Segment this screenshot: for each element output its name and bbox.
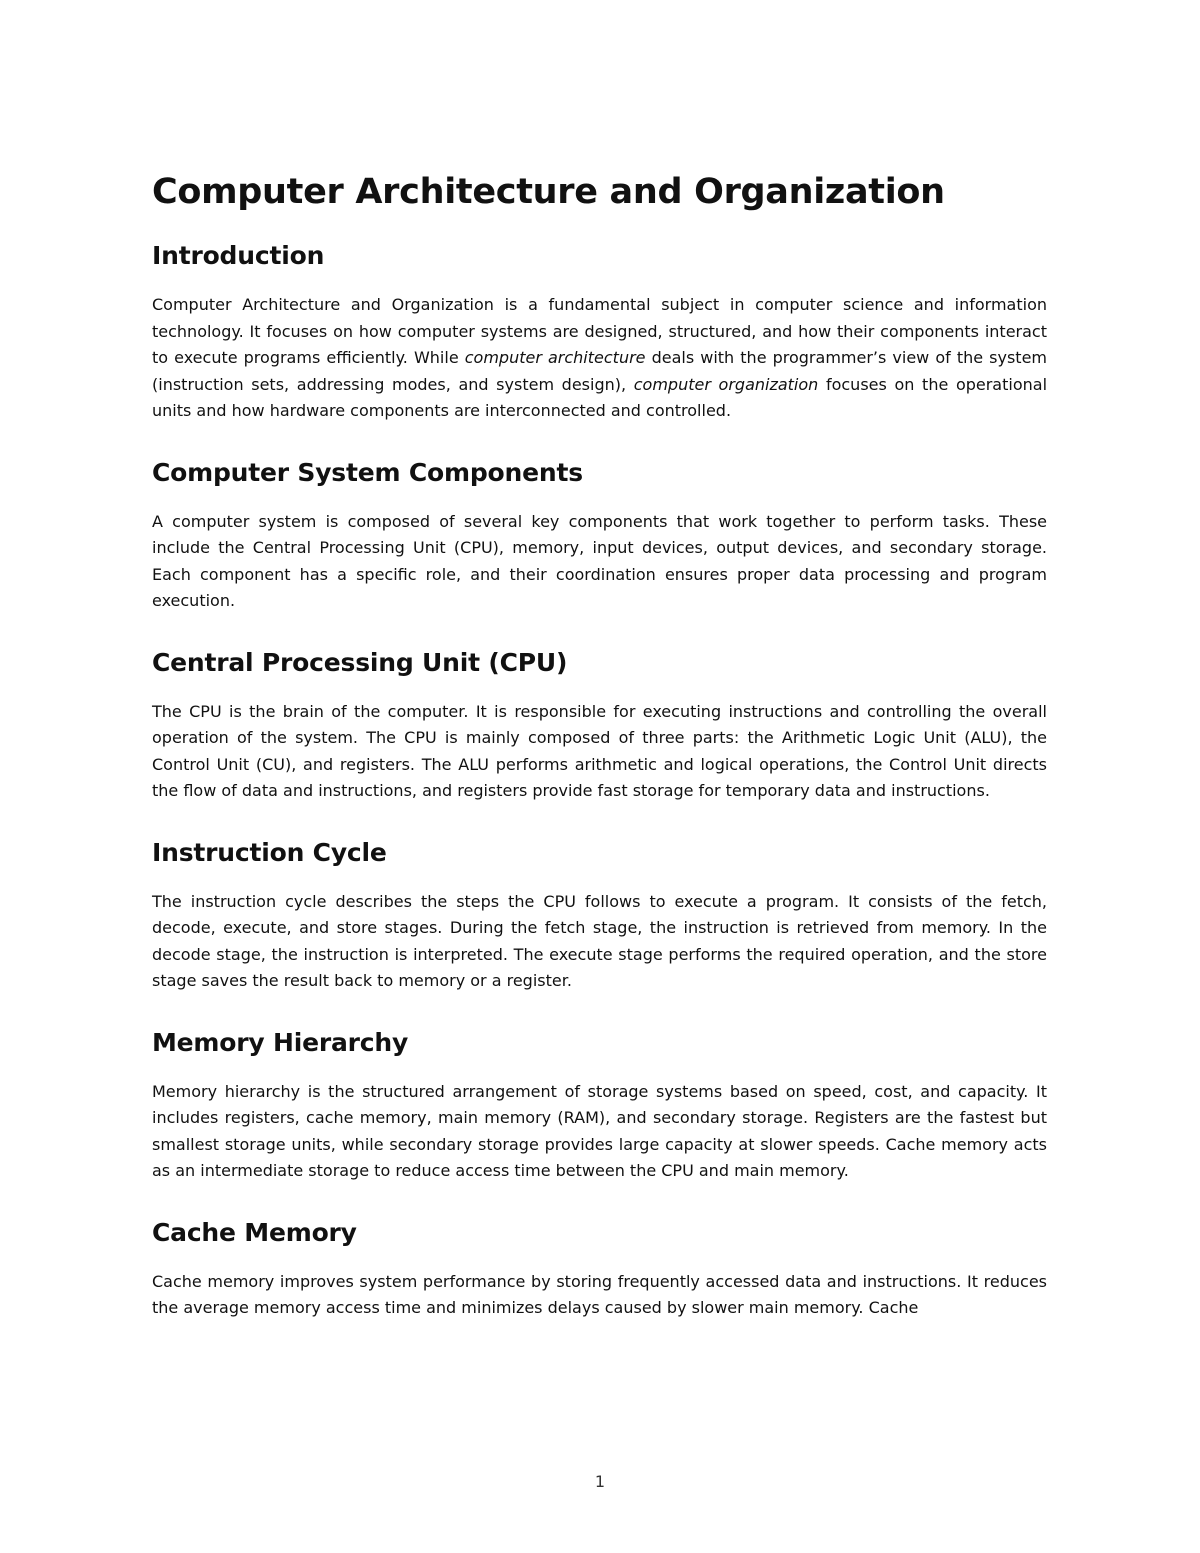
intro-text-1: Computer Architecture and Organization is a fundamental subject in computer science and information technology. It focuses on how computer systems are designed, structured, and how their components interact to execute programs efficiently. While	[152, 295, 1047, 367]
section-body-memory-hierarchy: Memory hierarchy is the structured arrangement of storage systems based on speed, cost, and capacity. It includes registers, cache memory, main memory (RAM), and secondary storage. Registers are the fastest but smallest storage units, while secondary storage provides large capacity at slower speeds. Cache memory acts as an intermediate storage to reduce access time between the CPU and main memory.	[152, 1081, 1047, 1180]
intro-emphasis-architecture: computer architecture	[464, 348, 646, 367]
intro-text-2: deals with the programmer’s view of the system (instruction sets, addressing modes, and system design),	[152, 348, 1048, 394]
section-heading-instruction-cycle: Instruction Cycle	[152, 837, 387, 867]
page-number: 1	[594, 1472, 606, 1491]
section-heading-cache-memory: Cache Memory	[152, 1217, 357, 1247]
section-body-cpu: The CPU is the brain of the computer. It is responsible for executing instructions and controlling the overall operation of the system. The CPU is mainly composed of three parts: the Arithmetic Logic Unit (ALU), the Control Unit (CU), and registers. The ALU performs arithmetic and logical operations, the Control Unit directs the flow of data and instructions, and registers provide fast storage for temporary data and instructions.	[152, 701, 1047, 800]
document-page	[152, 170, 1047, 1354]
intro-emphasis-organization: computer organization	[633, 374, 819, 394]
section-heading-cpu: Central Processing Unit (CPU)	[152, 647, 568, 677]
section-body-introduction	[152, 292, 1047, 425]
section-body-cache-memory: Cache memory improves system performance by storing frequently accessed data and instructions. It reduces the average memory access time and minimizes delays caused by slower main memory. Cache	[152, 1271, 1047, 1317]
document-title: Computer Architecture and Organization	[152, 172, 945, 212]
section-body-instruction-cycle: The instruction cycle describes the steps the CPU follows to execute a program. It consists of the fetch, decode, execute, and store stages. During the fetch stage, the instruction is retrieved from memory. In the decode stage, the instruction is interpreted. The execute stage performs the required operation, and the store stage saves the result back to memory or a register.	[152, 891, 1047, 990]
intro-text-3: focuses on the operational units and how hardware components are interconnected and controlled.	[152, 374, 1048, 420]
section-body-components: A computer system is composed of several key components that work together to perform tasks. These include the Central Processing Unit (CPU), memory, input devices, output devices, and secondary storage. Each component has a specific role, and their coordination ensures proper data processing and program execution.	[152, 511, 1047, 610]
section-heading-introduction: Introduction	[152, 241, 325, 270]
section-heading-components: Computer System Components	[152, 457, 583, 487]
section-heading-memory-hierarchy: Memory Hierarchy	[152, 1027, 409, 1057]
